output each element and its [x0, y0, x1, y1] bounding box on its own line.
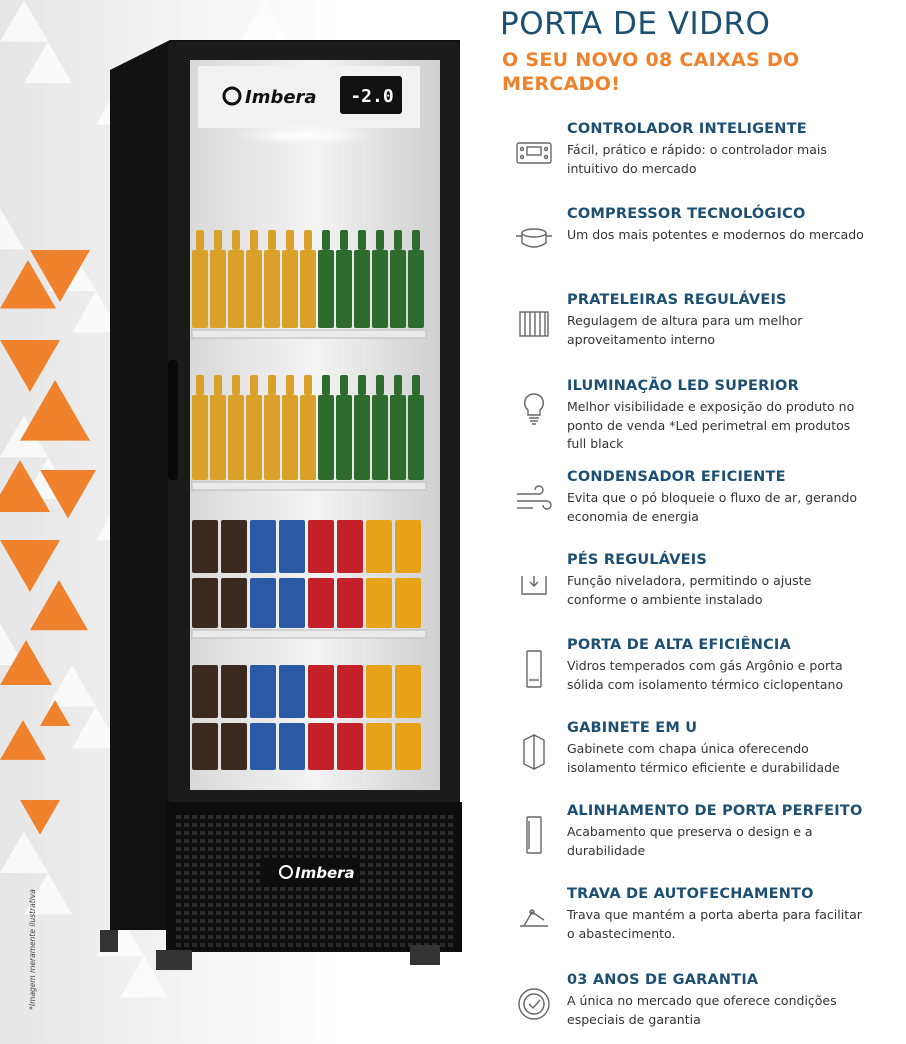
product [412, 230, 420, 250]
product [337, 520, 363, 573]
product [337, 723, 363, 770]
product [354, 250, 370, 328]
product [214, 230, 222, 250]
adjustable-feet-icon [512, 562, 556, 606]
product [192, 250, 208, 328]
product [308, 723, 334, 770]
product [279, 665, 305, 718]
product [221, 665, 247, 718]
feature-description: Gabinete com chapa única oferecendo isolamento térmico eficiente e durabilidade [567, 741, 840, 775]
feature-title: CONDENSADOR EFICIENTE [567, 469, 786, 485]
product [232, 230, 240, 250]
led-light [235, 125, 375, 145]
lightbulb-icon [512, 388, 556, 432]
product [304, 230, 312, 250]
product [228, 395, 244, 480]
product [322, 230, 330, 250]
product [210, 395, 226, 480]
product [300, 250, 316, 328]
product [221, 520, 247, 573]
product [214, 375, 222, 395]
product [264, 395, 280, 480]
feature-title: COMPRESSOR TECNOLÓGICO [567, 206, 806, 222]
feature-title: ILUMINAÇÃO LED SUPERIOR [567, 378, 799, 394]
feature-description: Regulagem de altura para um melhor aproveitamento interno [567, 313, 803, 347]
product [395, 665, 421, 718]
product [300, 395, 316, 480]
foot [100, 930, 118, 952]
product [232, 375, 240, 395]
product [412, 375, 420, 395]
product [246, 395, 262, 480]
door-alignment-icon [512, 813, 556, 857]
product [210, 250, 226, 328]
product [376, 230, 384, 250]
product [279, 520, 305, 573]
product [246, 250, 262, 328]
feature-title: CONTROLADOR INTELIGENTE [567, 121, 807, 137]
feature-title: ALINHAMENTO DE PORTA PERFEITO [567, 803, 863, 819]
product [354, 395, 370, 480]
product [228, 250, 244, 328]
shelf [192, 482, 426, 490]
product [318, 395, 334, 480]
product [366, 665, 392, 718]
product [250, 723, 276, 770]
product [337, 665, 363, 718]
product [221, 578, 247, 628]
product [250, 520, 276, 573]
feature-description: Melhor visibilidade e exposição do produto no ponto de venda *Led perimetral em produtos full black [567, 399, 855, 451]
shelf [192, 330, 426, 338]
product [286, 375, 294, 395]
product [250, 665, 276, 718]
feature-title: PORTA DE ALTA EFICIÊNCIA [567, 637, 791, 653]
feature-description: Fácil, prático e rápido: o controlador mais intuitivo do mercado [567, 142, 827, 176]
product [264, 250, 280, 328]
product [372, 250, 388, 328]
product [366, 723, 392, 770]
feature-description: Um dos mais potentes e modernos do mercado [567, 227, 864, 242]
product [395, 578, 421, 628]
product [250, 230, 258, 250]
product [390, 250, 406, 328]
door-icon [512, 647, 556, 691]
product [268, 375, 276, 395]
product [390, 395, 406, 480]
feature-title: 03 ANOS DE GARANTIA [567, 972, 759, 988]
product [394, 230, 402, 250]
feature-description: Trava que mantém a porta aberta para facilitar o abastecimento. [567, 907, 862, 941]
product [318, 250, 334, 328]
product [366, 520, 392, 573]
product [192, 395, 208, 480]
controller-icon [512, 131, 556, 175]
product [336, 395, 352, 480]
product [376, 375, 384, 395]
product [340, 375, 348, 395]
feature-description: Função niveladora, permitindo o ajuste conforme o ambiente instalado [567, 573, 812, 607]
warranty-seal-icon [512, 982, 556, 1026]
product [308, 578, 334, 628]
product [308, 520, 334, 573]
product [395, 520, 421, 573]
temperature-readout: -2.0 [350, 86, 394, 107]
brand-logo-bottom: Imbera [295, 864, 355, 882]
product [192, 578, 218, 628]
product [395, 723, 421, 770]
product [286, 230, 294, 250]
product [192, 723, 218, 770]
product [322, 375, 330, 395]
product [366, 578, 392, 628]
refrigerator-illustration [80, 30, 480, 990]
cabinet-icon [512, 730, 556, 774]
headline-subtitle: O SEU NOVO 08 CAIXAS DO MERCADO! [502, 49, 800, 95]
product [358, 375, 366, 395]
door-lock-icon [512, 896, 556, 940]
product [308, 665, 334, 718]
foot [410, 945, 440, 965]
product [358, 230, 366, 250]
product [250, 578, 276, 628]
shelf [192, 630, 426, 638]
product [282, 395, 298, 480]
feature-description: Evita que o pó bloqueie o fluxo de ar, gerando economia de energia [567, 490, 858, 524]
feature-title: TRAVA DE AUTOFECHAMENTO [567, 886, 814, 902]
product [221, 723, 247, 770]
product [192, 520, 218, 573]
product [336, 250, 352, 328]
product [372, 395, 388, 480]
product [394, 375, 402, 395]
product [196, 375, 204, 395]
brand-logo-top: Imbera [245, 87, 317, 108]
product [192, 665, 218, 718]
product [268, 230, 276, 250]
product [408, 395, 424, 480]
airflow-icon [512, 479, 556, 523]
compressor-icon [512, 216, 556, 260]
feature-description: Acabamento que preserva o design e a durabilidade [567, 824, 813, 858]
feature-description: Vidros temperados com gás Argônio e porta sólida com isolamento térmico ciclopentano [567, 658, 844, 692]
disclaimer-note: *Imagem meramente ilustrativa [27, 889, 37, 1010]
headline-title: PORTA DE VIDRO [500, 6, 771, 42]
product [279, 723, 305, 770]
shelf-icon [512, 302, 556, 346]
product [196, 230, 204, 250]
product [408, 250, 424, 328]
feature-title: GABINETE EM U [567, 720, 698, 736]
product [337, 578, 363, 628]
door-handle [168, 360, 178, 480]
product [279, 578, 305, 628]
feature-description: A única no mercado que oferece condições especiais de garantia [567, 993, 837, 1027]
foot [156, 950, 192, 970]
product [340, 230, 348, 250]
product [282, 250, 298, 328]
product [250, 375, 258, 395]
feature-title: PRATELEIRAS REGULÁVEIS [567, 292, 787, 308]
feature-title: PÉS REGULÁVEIS [567, 552, 708, 568]
product [304, 375, 312, 395]
